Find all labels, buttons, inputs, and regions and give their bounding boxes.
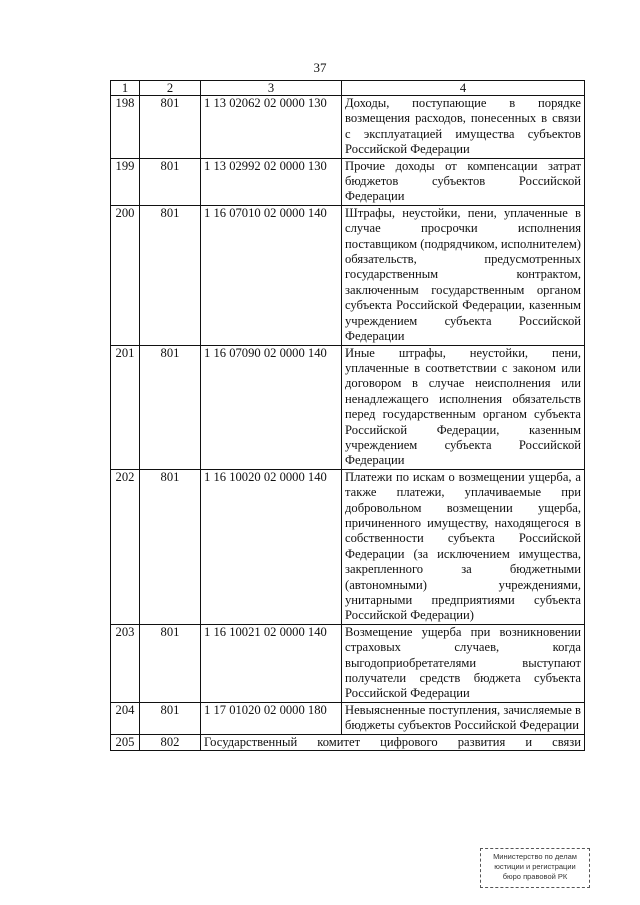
- table-row: [111, 624, 585, 702]
- stamp-line: Министерство по делам: [493, 852, 577, 861]
- income-description: Возмещение ущерба при возникновении страховых случаев, когда выгодоприобретателями выступают получатели средств бюджета субъекта Российской Федерации: [342, 624, 585, 702]
- header-col-3: 3: [201, 81, 342, 96]
- table-row-section-heading: [111, 734, 585, 750]
- admin-code: 802: [140, 734, 201, 750]
- admin-code: 801: [140, 702, 201, 734]
- income-code: 1 16 07090 02 0000 140: [201, 345, 342, 469]
- row-number: 204: [111, 702, 140, 734]
- admin-code: 801: [140, 624, 201, 702]
- header-col-1: 1: [111, 81, 140, 96]
- stamp-line: юстиции и регистрации: [494, 862, 576, 871]
- income-code: 1 16 10021 02 0000 140: [201, 624, 342, 702]
- income-description: Доходы, поступающие в порядке возмещения расходов, понесенных в связи с эксплуатацией имущества субъектов Российской Федерации: [342, 96, 585, 159]
- row-number: 202: [111, 469, 140, 624]
- income-code: 1 17 01020 02 0000 180: [201, 702, 342, 734]
- admin-code: 801: [140, 158, 201, 205]
- income-description: Невыясненные поступления, зачисляемые в бюджеты субъектов Российской Федерации: [342, 702, 585, 734]
- table-row: [111, 469, 585, 624]
- table-row: [111, 345, 585, 469]
- income-codes-table: [110, 80, 585, 751]
- income-description: Штрафы, неустойки, пени, уплаченные в случае просрочки исполнения поставщиком (подрядчиком, исполнителем) обязательств, предусмотренных государственным контрактом, заключенным государственным органом субъекта Российской Федерации, казенным учреждением субъекта Российской Федерации: [342, 205, 585, 345]
- admin-code: 801: [140, 205, 201, 345]
- admin-code: 801: [140, 345, 201, 469]
- admin-code: 801: [140, 96, 201, 159]
- row-number: 200: [111, 205, 140, 345]
- income-description: Иные штрафы, неустойки, пени, уплаченные в соответствии с законом или договором в случае неисполнения или ненадлежащего исполнения обязательств перед государственным органом субъекта Российской Федерации, казенным учреждением субъекта Российской Федерации: [342, 345, 585, 469]
- income-code: 1 16 07010 02 0000 140: [201, 205, 342, 345]
- table-row: [111, 158, 585, 205]
- table-row: [111, 96, 585, 159]
- header-col-2: 2: [140, 81, 201, 96]
- row-number: 203: [111, 624, 140, 702]
- section-heading: Государственный комитет цифрового развития и связи: [201, 734, 585, 750]
- table-header-row: [111, 81, 585, 96]
- admin-code: 801: [140, 469, 201, 624]
- income-description: Платежи по искам о возмещении ущерба, а также платежи, уплачиваемые при добровольном возмещении ущерба, причиненного имуществу, находящегося в собственности субъекта Российской Федерации (за исключением имущества, закрепленного за бюджетными (автономными) учреждениями, унитарными предприятиями субъекта Российской Федерации): [342, 469, 585, 624]
- table-row: [111, 205, 585, 345]
- income-code: 1 16 10020 02 0000 140: [201, 469, 342, 624]
- header-col-4: 4: [342, 81, 585, 96]
- income-code: 1 13 02062 02 0000 130: [201, 96, 342, 159]
- registration-stamp: [480, 848, 590, 888]
- page-number: 37: [313, 60, 327, 75]
- stamp-line: бюро правовой РК: [502, 872, 568, 881]
- income-description: Прочие доходы от компенсации затрат бюджетов субъектов Российской Федерации: [342, 158, 585, 205]
- table-row: [111, 702, 585, 734]
- income-code: 1 13 02992 02 0000 130: [201, 158, 342, 205]
- row-number: 201: [111, 345, 140, 469]
- row-number: 199: [111, 158, 140, 205]
- row-number: 198: [111, 96, 140, 159]
- row-number: 205: [111, 734, 140, 750]
